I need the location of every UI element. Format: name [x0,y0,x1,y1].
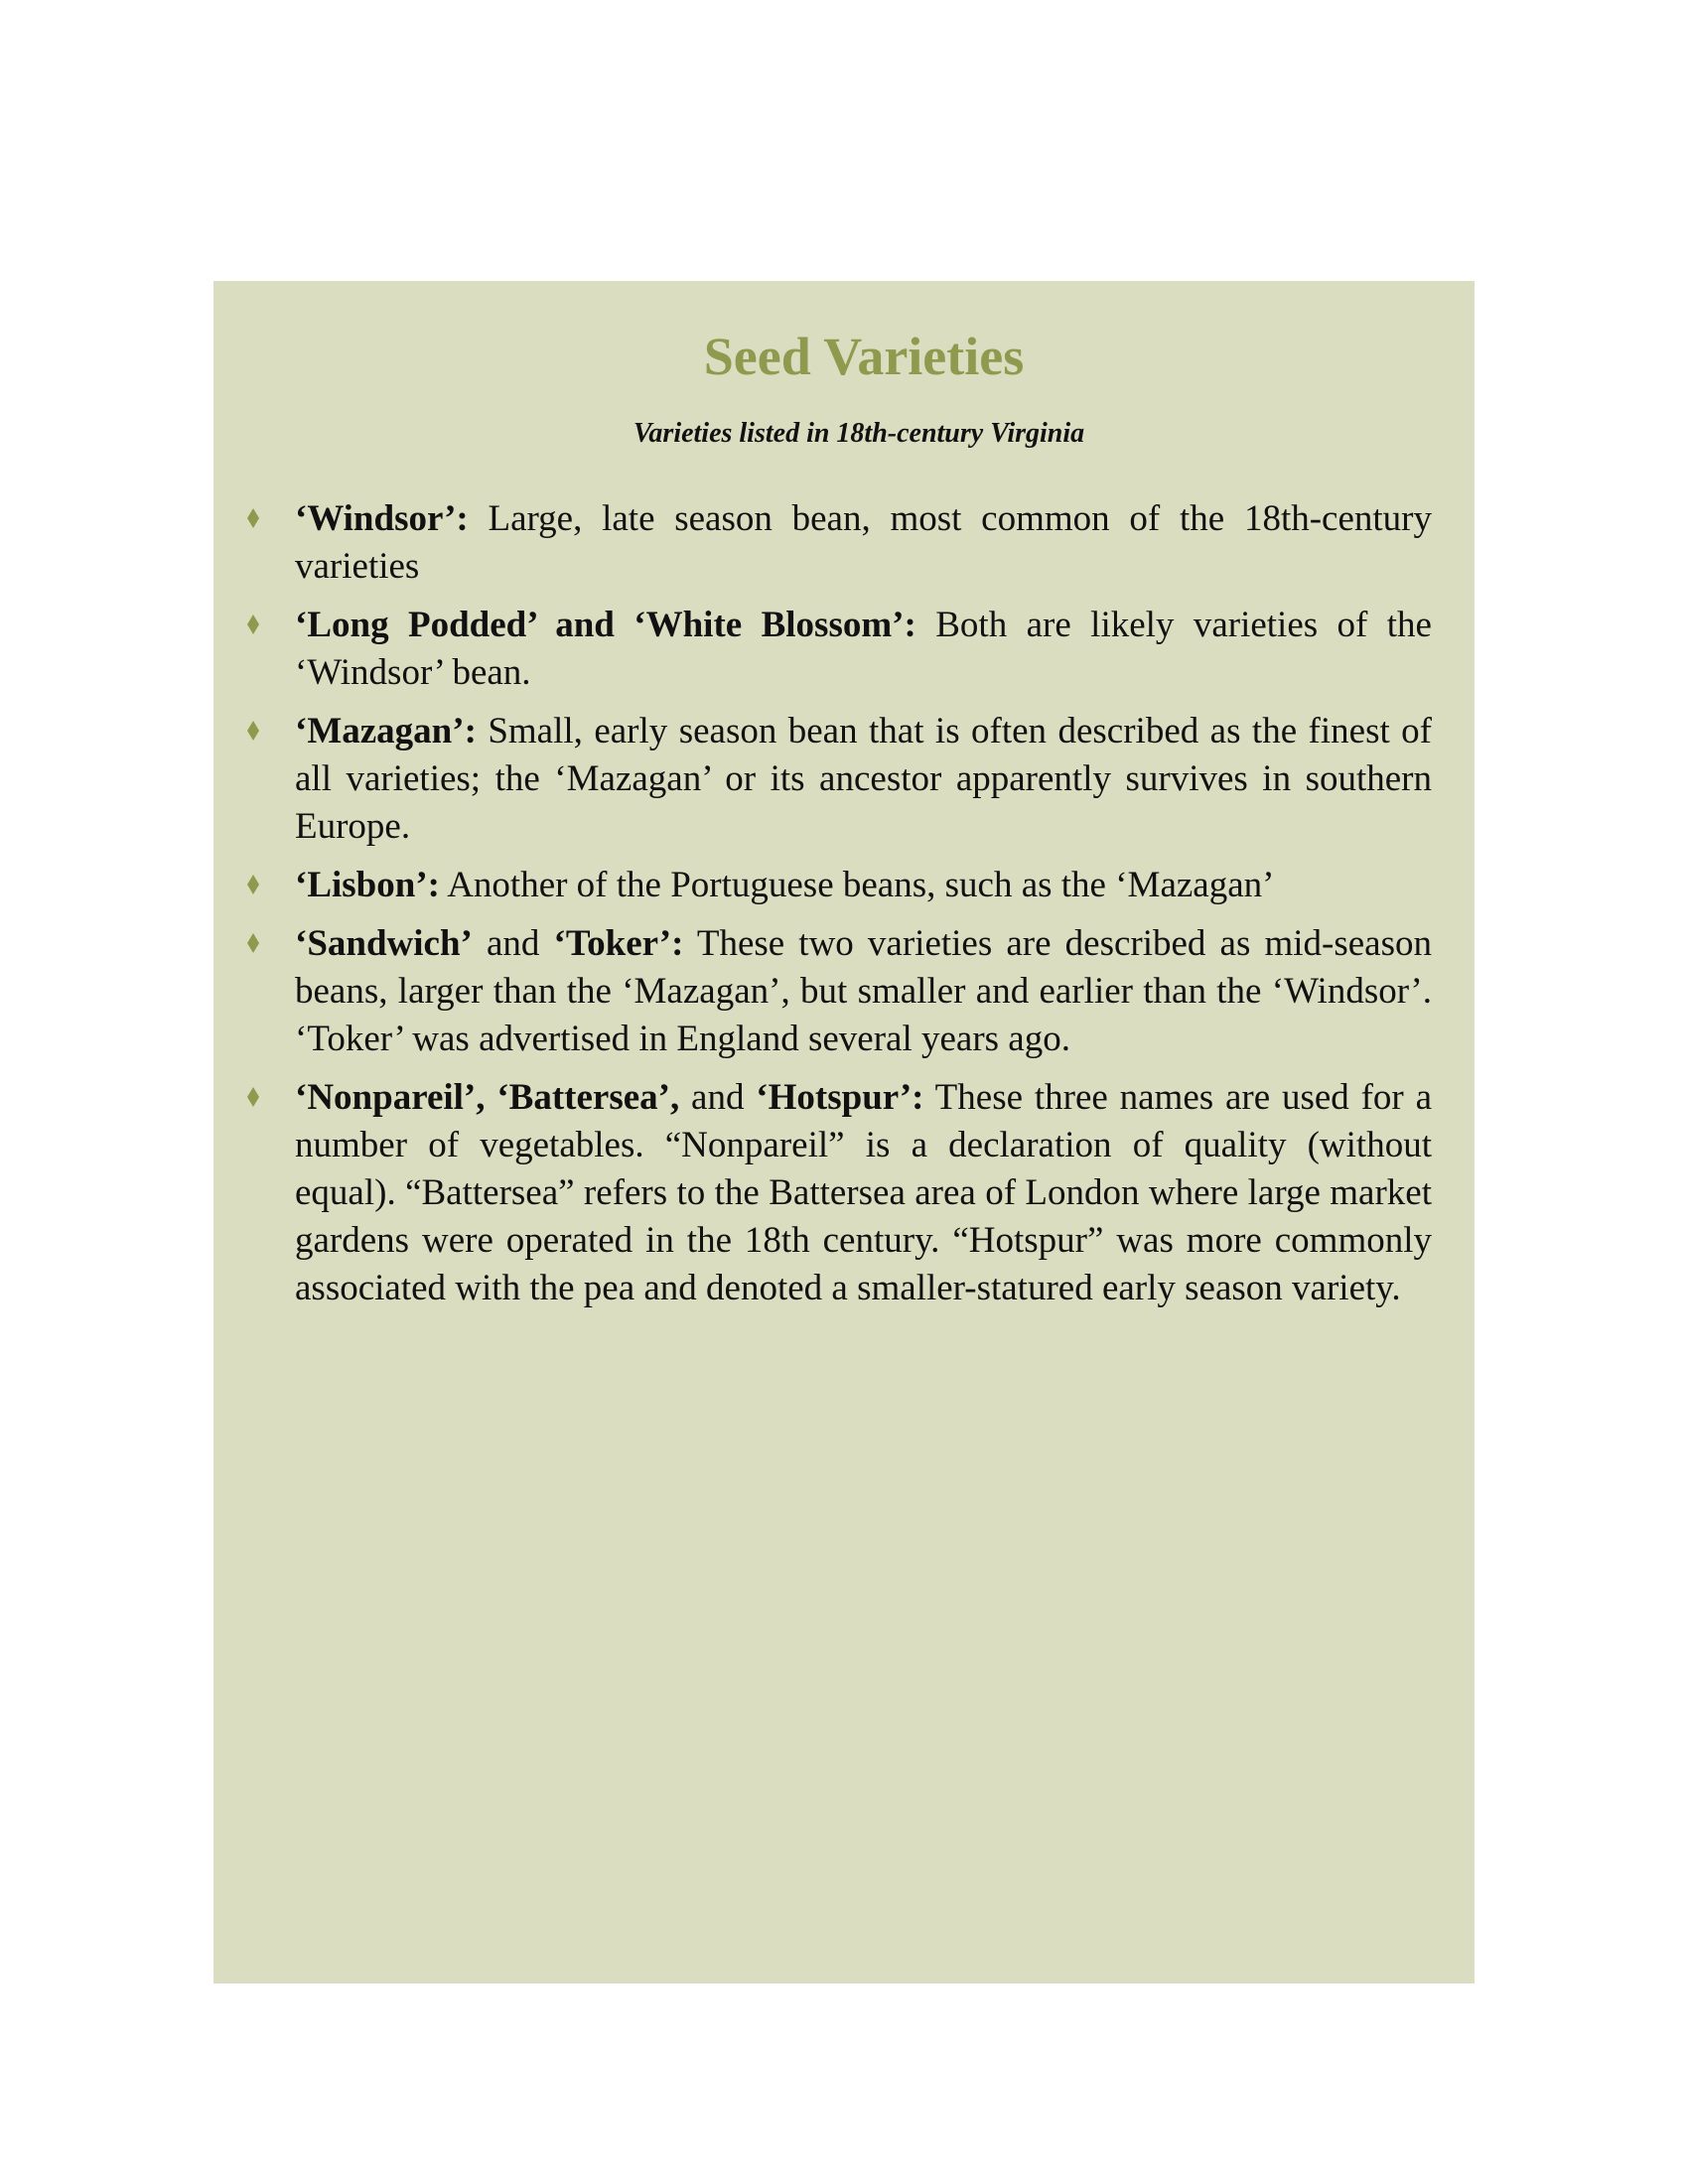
variety-name: ‘Nonpareil’, ‘Battersea’, [295,1077,680,1118]
name-joiner: and [472,923,554,964]
list-item [295,708,1432,851]
diamond-bullet-icon [247,1087,259,1107]
diamond-bullet-icon [247,508,259,528]
diamond-bullet-icon [247,875,259,894]
diamond-bullet-icon [247,721,259,741]
variety-name-second: ‘Toker’: [553,923,684,964]
variety-list [295,495,1432,1323]
diamond-bullet-icon [247,933,259,953]
list-item [295,495,1432,591]
diamond-bullet-icon [247,614,259,634]
variety-description: These two varieties are described as mid-season beans, larger than the ‘Mazagan’, but smaller and earlier than the ‘Windsor’. ‘Toker’ was advertised in England several years ago. [295,923,1432,1059]
variety-description: These three names are used for a number of vegetables. “Nonpareil” is a declaration of quality (without equal). “Battersea” refers to the Battersea area of London where large market gardens were operated in the 18th century. “Hotspur” was more commonly associated with the pea and denoted a smaller-statured early season variety. [295,1077,1432,1308]
list-item [295,602,1432,697]
list-item [295,862,1432,909]
variety-description: Both are likely varieties of the ‘Windsor’ bean. [295,605,1432,693]
list-item [295,1074,1432,1312]
variety-name: ‘Lisbon’: [295,865,440,905]
variety-name: ‘Mazagan’: [295,711,477,751]
page-subtitle: Varieties listed in 18th-century Virginia [633,418,1085,449]
content-panel [213,281,1475,1983]
variety-name: ‘Sandwich’ [295,923,473,964]
name-joiner: and [679,1077,757,1118]
page-title: Seed Varieties [703,327,1025,386]
variety-description: Small, early season bean that is often described as the finest of all varieties; the ‘Mazagan’ or its ancestor apparently survives in southern Europe. [295,711,1432,847]
variety-description: Another of the Portuguese beans, such as the ‘Mazagan’ [439,865,1275,905]
variety-description: Large, late season bean, most common of the 18th-century varieties [295,498,1432,587]
variety-name: ‘Long Podded’ and ‘White Blossom’: [295,605,916,645]
list-item [295,920,1432,1063]
variety-name-second: ‘Hotspur’: [756,1077,924,1118]
variety-name: ‘Windsor’: [295,498,469,539]
